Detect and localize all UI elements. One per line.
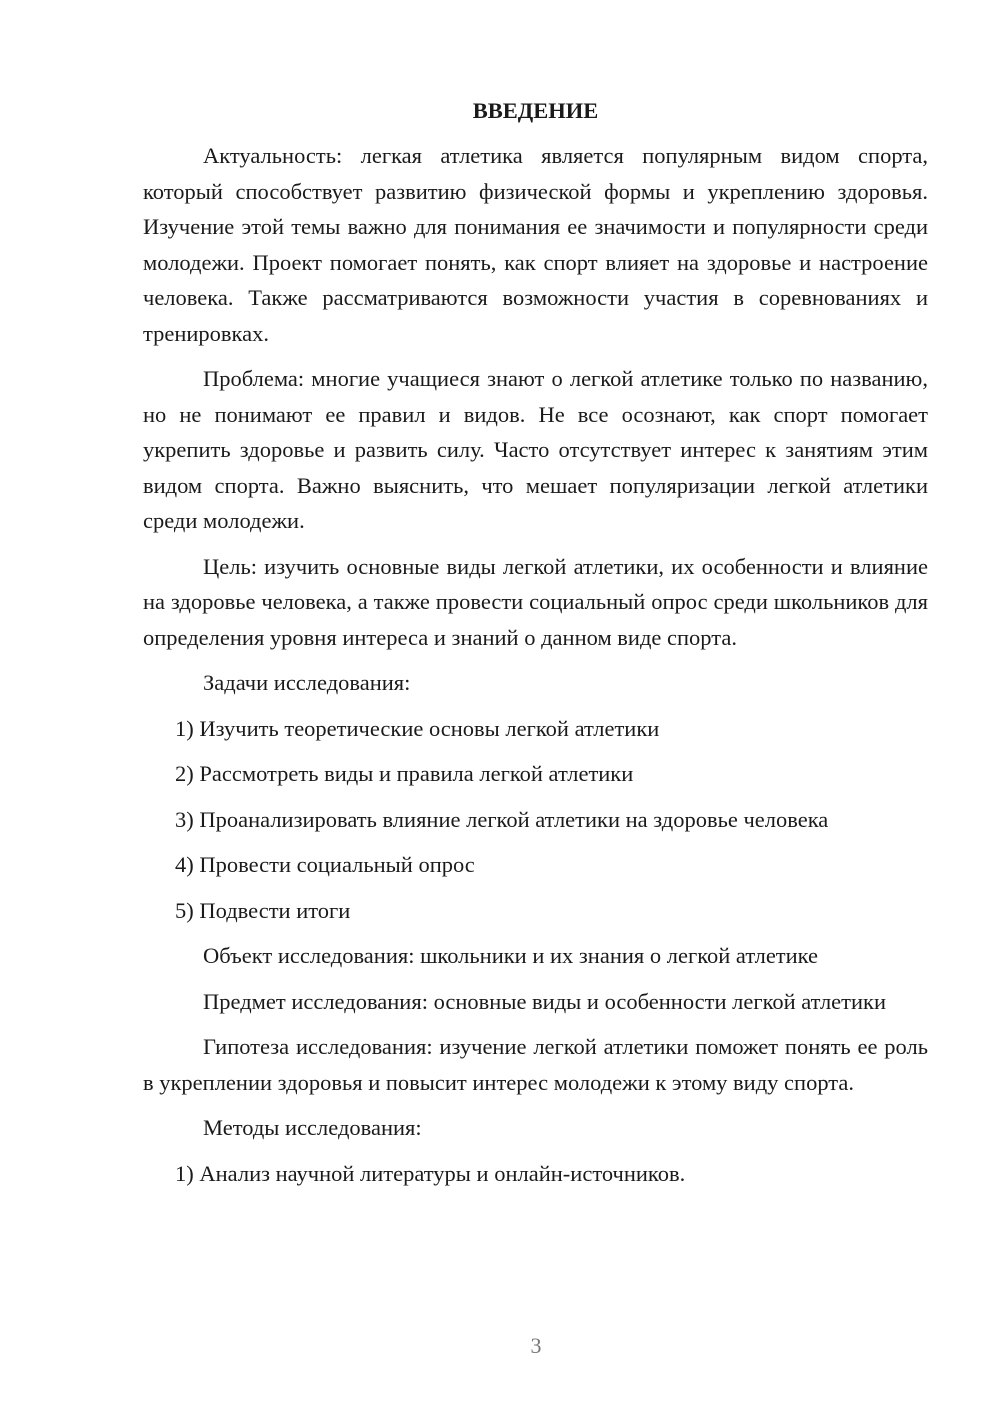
- list-item: 5) Подвести итоги: [175, 897, 351, 923]
- list-item: 1) Изучить теоретические основы легкой атлетики: [175, 715, 660, 741]
- hypothesis-paragraph: Гипотеза исследования: изучение легкой атлетики поможет понять ее роль в укреплении здоровья и повысит интерес молодежи к этому виду спорта.: [143, 1034, 928, 1095]
- tasks-list: [143, 711, 928, 929]
- tasks-heading: Задачи исследования:: [203, 670, 411, 695]
- relevance-paragraph: Актуальность: легкая атлетика является популярным видом спорта, который способствует развитию физической формы и укреплению здоровья. Изучение этой темы важно для понимания ее значимости и популярности среди молодежи. Проект помогает понять, как спорт влияет на здоровье и настроение человека. Также рассматриваются возможности участия в соревнованиях и тренировках.: [143, 143, 928, 346]
- problem-paragraph: Проблема: многие учащиеся знают о легкой атлетике только по названию, но не понимают ее правил и видов. Не все осознают, как спорт помогает укрепить здоровье и развить силу. Часто отсутствует интерес к занятиям этим видом спорта. Важно выяснить, что мешает популяризации легкой атлетики среди молодежи.: [143, 366, 928, 533]
- methods-heading: Методы исследования:: [203, 1115, 422, 1140]
- list-item: 3) Проанализировать влияние легкой атлетики на здоровье человека: [175, 806, 829, 832]
- list-item: 4) Провести социальный опрос: [175, 852, 475, 877]
- list-item: 1) Анализ научной литературы и онлайн-источников.: [175, 1160, 686, 1186]
- methods-list: [143, 1156, 928, 1192]
- document-page: [143, 96, 928, 1201]
- goal-paragraph: Цель: изучить основные виды легкой атлетики, их особенности и влияние на здоровье человека, а также провести социальный опрос среди школьников для определения уровня интереса и знаний о данном виде спорта.: [143, 553, 928, 650]
- object-line: Объект исследования: школьники и их знания о легкой атлетике: [203, 943, 819, 968]
- subject-paragraph: Предмет исследования: основные виды и особенности легкой атлетики: [203, 988, 887, 1014]
- list-item: 2) Рассмотреть виды и правила легкой атлетики: [175, 761, 634, 786]
- page-number: 3: [530, 1333, 542, 1358]
- section-title: ВВЕДЕНИЕ: [472, 98, 599, 123]
